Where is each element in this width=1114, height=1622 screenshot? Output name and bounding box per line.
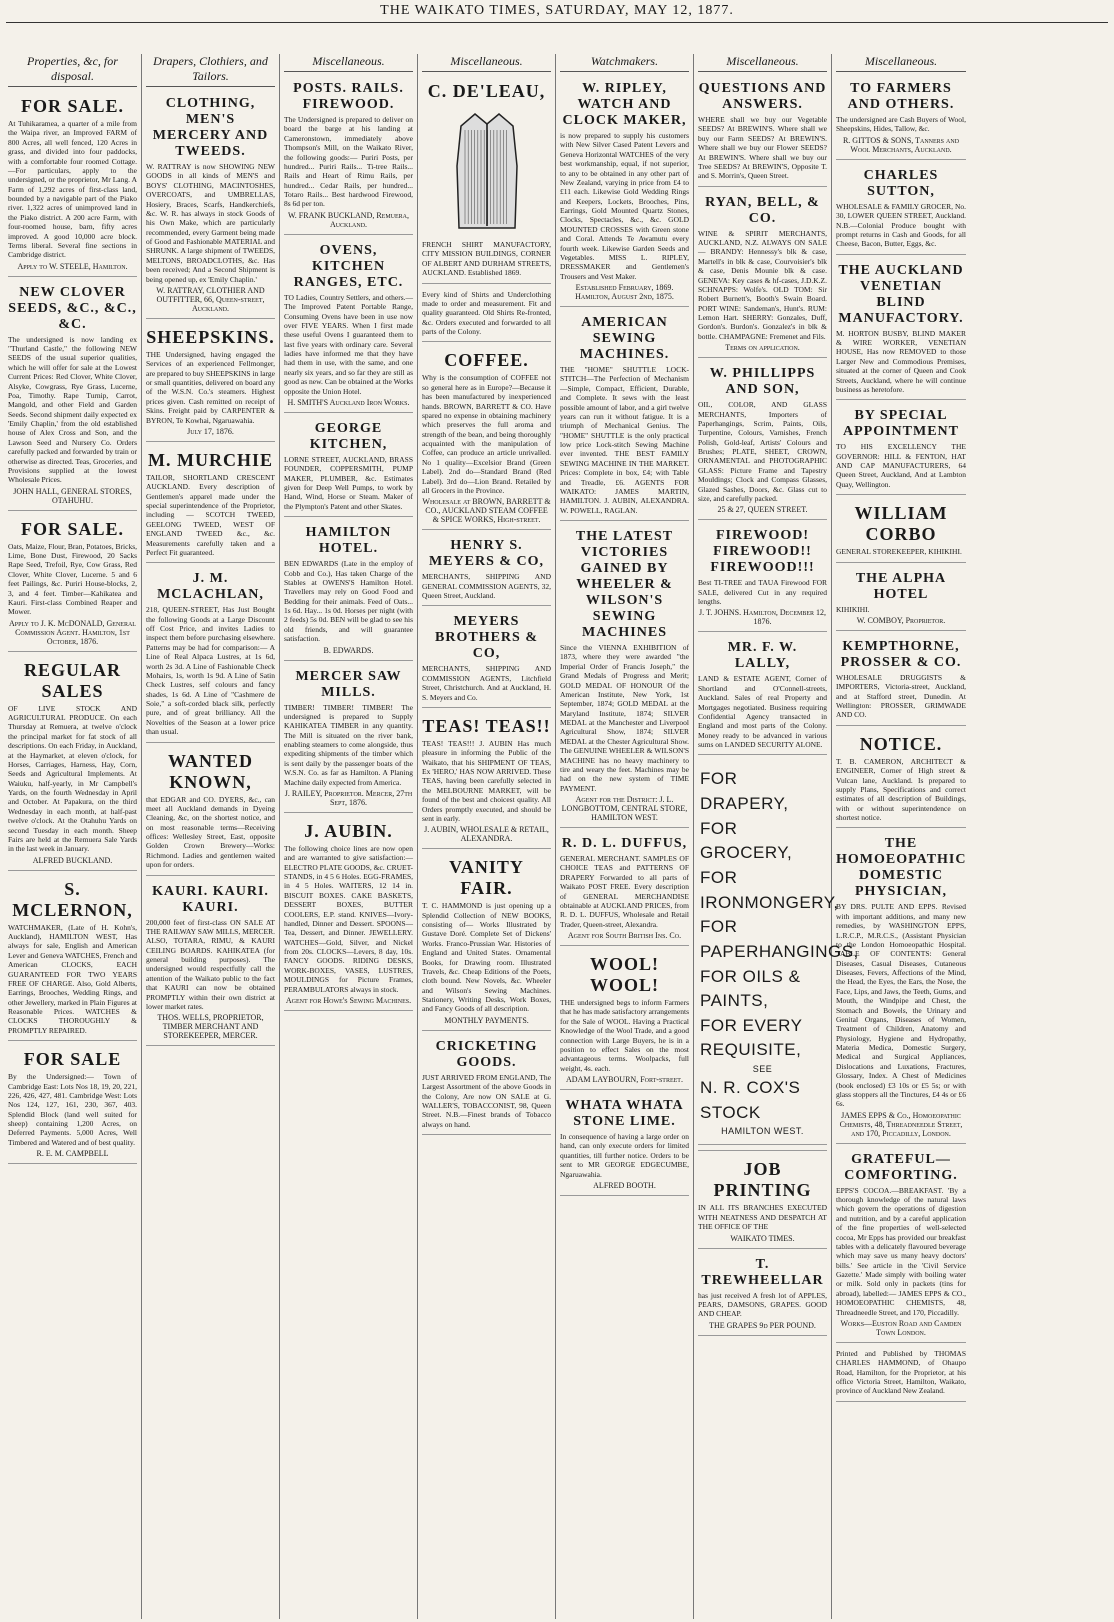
ad-title: WILLIAM CORBO (854, 503, 948, 545)
ad-body: In consequence of having a large order on hand, can only execute orders for limited quantities, till further notice. Orders to be sent to MR GEORGE EDGECUMBE, Ngaruawahia. (560, 1132, 689, 1179)
ad-body: Since the VIENNA EXHIBITION of 1873, where they were awarded "the Imperial Order of Francis Joseph," the Grand Medals of Progress and Merit; GOLD MEDAL OF HONOUR Of the American Institute, New York, 1st September, 1874; GOLD MEDAL at the Maryland Institute, 1874; SILVER MEDAL at the Manchester and Liverpool Agricultural Show, 1874; SILVER MEDAL at the Chester Agricultural Show. The GENUINE WHEELER & WILSON'S MACHINE has no heavy machinery to tire and weary the feet. Machines may be had on the new system of TIME PAYMENT. (560, 643, 689, 793)
ad-body: TAILOR, SHORTLAND CRESCENT AUCKLAND. Every description of Gentlemen's apparel made under the special superintendence of the Proprietor, including — SCOTCH TWEED, GEELONG TWEED, WEST OF ENGLAND TWEED &c., &c. Measurements carefully taken and a Perfect Fit guaranteed. (146, 472, 275, 557)
advertisement (146, 746, 275, 876)
ad-body: At Tuhikaramea, a quarter of a mile from the Waipa river, an Improved FARM of 800 Acres, all well fenced, 120 Acres in grass, and divided into four paddocks, with a comfortable four roomed Cottage.—For particulars, apply to the undersigned, or the proprietor, Mr Lang. A Farm of 1,292 acres of first-class land, bounded by a navigable part of the Piako river. 1,322 acres of unimproved land in the Piako district. A 200 acre Farm, with four-roomed house, barn, fifty acres improved. A good 10,000 acre block. Terms liberal. Several fine sections in Cambridge district. (8, 119, 137, 260)
ad-title: FOR SALE. (20, 518, 125, 539)
advertisement (836, 634, 966, 726)
ad-title: S. MCLERNON, (12, 878, 133, 920)
column-heading: Drapers, Clothiers, and Tailors. (146, 54, 275, 87)
column-7 (832, 54, 970, 1619)
ad-body: OIL, COLOR, AND GLASS MERCHANTS, Importers of Paperhangings, Scrim, Paints, Oils, Turpentine, Colours, Varnishes, French Polish, Gold-leaf, Artists' Colours and Brushes; PLATE, SHEET, CROWN, ORNAMENTAL and PHOTOGRAPHIC GLASS: Picture Frame and Tapestry Mouldings; Clock and Compass Glasses, Glazed Sashes, Doors, &c. Glass cut to size, and carefully packed. (698, 400, 827, 503)
ad-body: The undersigned is now landing ex "Thurland Castle," the following NEW SEEDS of the usual superior qualities, which he will offer for sale at the Lowest Current Prices: Red Clover, White Clover, Alsyke, Cowgrass, Rye Grass, Lucerne, Poa, Timothy. Rape Turnip, Carrot, Mangold, and other Field and Garden Seeds. Second shipment daily expected ex 'Emily Chaplin,' from the old established house of Alex Cross and Son, and the Lawson Seed and Nursery Co. Orders carefully packed and forwarded by train or otherwise as directed. Teas, Groceries, and Provisions supplied at the lowest Wholesale Prices. (8, 334, 137, 485)
ad-signature: ALFRED BUCKLAND. (32, 855, 113, 865)
ad-title: THE AUCKLAND VENETIAN BLIND MANUFACTORY. (838, 262, 964, 326)
advertisement (8, 1044, 137, 1164)
advertisement (8, 91, 137, 277)
ad-signature: MONTHLY PAYMENTS. (444, 1015, 529, 1025)
ad-title: WHATA WHATA STONE LIME. (565, 1098, 684, 1129)
ad-body: has just received A fresh lot of APPLES, PEARS, DAMSONS, GRAPES. GOOD AND CHEAP. (698, 1290, 827, 1319)
ad-title: FIREWOOD! FIREWOOD!! FIREWOOD!!! (710, 528, 815, 576)
ad-title: KEMPTHORNE, PROSSER & CO. (840, 638, 962, 670)
advertisement (698, 76, 827, 187)
ad-title: NOTICE. (859, 733, 943, 754)
shirt-illustration (447, 106, 527, 236)
ad-body: By the Undersigned:— Town of Cambridge East: Lots Nos 18, 19, 20, 221, 226, 426, 427, 481. Cambridge West: Lots Nos 124, 127, 161, 230, 367, 403. Splendid Block (land well suited for sheep) containing 1,200 Acres, on Deferred Payments. 5,000 Acres, Well Timbered and Watered and of best quality. (8, 1072, 137, 1147)
advertisement (836, 76, 966, 160)
ad-title: MR. F. W. LALLY, (727, 640, 798, 672)
column-heading: Watchmakers. (560, 54, 689, 72)
ad-title: KAURI. KAURI. KAURI. (152, 883, 269, 915)
advertisement (146, 91, 275, 319)
advertisement (836, 831, 966, 1143)
ad-body: TIMBER! TIMBER! TIMBER! The undersigned is prepared to Supply KAHIKATEA TIMBER in any quantity. The Mill is situated on the river bank, enabling steamers to come alongside, thus expediting shipments of the timber which is sent daily by the passenger boats of the W.S.N. Co. as far as Hamilton. A Planing Machine daily expected from America. (284, 702, 413, 787)
advertisement (698, 758, 859, 1151)
banner-line: FOR OILS & PAINTS, (700, 966, 801, 1011)
ad-body: WATCHMAKER, (Late of H. Kohn's, Auckland), HAMILTON WEST, Has always for sale, English and American Lever and Geneva WATCHES, French and American CLOCKS, EACH GUARANTEED FOR TWO YEARS FREE OF CHARGE. Also, Gold Alberts, Earrings, Brooches, Wedding Rings, and other Jewellery, marked in Plain Figures at Reasonable Prices. WATCHES & CLOCKS THOROUGHLY & PROMPTLY REPAIRED. (8, 922, 137, 1035)
ad-title: HAMILTON HOTEL. (305, 525, 392, 557)
ad-title: CLOTHING, MEN'S MERCERY AND TWEEDS. (152, 96, 269, 159)
ad-body: OF LIVE STOCK AND AGRICULTURAL PRODUCE. On each Thursday at Remuera, at twelve o'clock the principal market for fat stock of all descriptions. On each Friday, in Auckland, at the Haymarket, at eleven o'clock, for Horses, Carriages, Harness, Hay, Corn, Seeds and Agricultural Implements. At Waiuku, half-yearly, in Mr Campbell's Yards, on the fourth Wednesday in April and October. At Papakura, on the third Wednesday in each month, at half-past twelve o'clock. At the Otahuhu Yards on second Tuesday in each month. Sheep Fairs are held at the Remuera Sale Yards in the last week in January. (8, 703, 137, 854)
ad-title: OVENS, KITCHEN RANGES, ETC. (293, 242, 404, 290)
ad-title: MEYERS BROTHERS & CO, (435, 614, 538, 662)
ad-title: REGULAR SALES (23, 659, 121, 701)
ad-signature: Wholesale at BROWN, BARRETT & CO., AUCKLAND STEAM COFFEE & SPICE WORKS, High-street. (422, 497, 551, 525)
advertisement (836, 163, 966, 255)
advertisement (146, 879, 275, 1047)
advertisement (836, 566, 966, 631)
advertisement (698, 1154, 827, 1248)
advertisement (284, 238, 413, 413)
advertisement (284, 416, 413, 517)
banner-line: HAMILTON WEST. (721, 1126, 804, 1137)
ad-body: Oats, Maize, Flour, Bran, Potatoes, Bricks, Lime, Bone Dust, Firewood, 20 Sacks Rape Seed, Trefoil, Rye, Cow Grass, Red Clover, White Clover, Lucerne. 5 and 6 feet Pailings, &c. Puriri House-blocks, 2, 3, and 4 feet. Timber—Kahikatea and Kauri. First-class Combined Reaper and Mower. (8, 541, 137, 617)
ad-signature: ADAM LAYBOURN, Fort-street. (566, 1075, 683, 1084)
ad-body: BY DRS. PULTE AND EPPS. Revised with important additions, and many new remedies, by WASHINGTON EPPS, L.R.C.P., M.R.C.S., (Assistant Physician to the London Homoeopathic Hospital. TABLE OF CONTENTS: General Diseases, Casual Diseases, Cutaneous Diseases, Fevers, Affections of the Mind, the Head, the Eyes, the Ears, the Nose, the Face, Lips, and Jaws, the Teeth, Gums, and Mouth, the Windpipe and Chest, the Stomach and Bowels, the Urinary and Genital Organs, Diseases of Women, Treatment of Children, Anatomy and Physiology, Hygiene and Hydropathy, Materia Medica, Domestic Surgery, Medical and Surgical Appliances, Dislocations and Luxations, Fractures, Glossary, Index. A Chest of Medicines (book enclosed) £3 10s or £5 5s; or with glass stoppers all the Tinctures, £4 4s or £6 6s. (836, 902, 966, 1109)
ad-title: J. AUBIN. (304, 820, 393, 841)
ad-body: WHOLESALE DRUGGISTS & IMPORTERS, Victoria-street, Auckland, and at Stafford street, Dunedin. At Wellington: PROSSER, GRIMWADE AND CO. (836, 672, 966, 720)
ad-title: THE ALPHA HOTEL (855, 570, 947, 602)
ad-signature: W. COMBOY, Proprietor. (856, 615, 946, 625)
ad-signature: Agent for South British Ins. Co. (567, 931, 682, 940)
advertisement (698, 635, 827, 755)
ad-body: BEN EDWARDS (Late in the employ of Cobb and Co.), Has taken Charge of the Stables at OWENS'S Hamilton Hotel. Travellers may rely on Good Food and Bedding for their animals. Feed of Oats... 1s 6d. Hay... 1s 0d. Horses per night (with 2 feeds) 5s 0d. BEN will be glad to see his old friends, and will guarantee satisfaction. (284, 559, 413, 644)
ad-title: THE HOMOEOPATHIC DOMESTIC PHYSICIAN, (836, 836, 967, 900)
ad-title: GEORGE KITCHEN, (309, 420, 388, 452)
column-heading: Properties, &c, for disposal. (8, 54, 137, 87)
ad-signature: R. E. M. CAMPBELL (36, 1149, 109, 1159)
ad-body: The undersigned are Cash Buyers of Wool, Sheepskins, Hides, Tallow, &c. (836, 115, 966, 134)
advertisement (560, 524, 689, 828)
column-heading: Miscellaneous. (836, 54, 966, 72)
advertisement (284, 664, 413, 813)
ad-body: Why is the consumption of COFFEE not so general here as in Europe?—Because it has been manufactured by inexperienced hands. BROWN, BARRETT & CO. Have spared no expense in obtaining machinery which preserves the full aroma and strength of the bean, and being thoroughly acquainted with the manipulation of Coffee, can produce an article unrivalled. No 1 quality—Excelsior Brand (Green Label). 2nd do—Standard Brand (Red Label). 3rd do—Lion Brand. Retailed by all Grocers in the Province. (422, 373, 551, 495)
advertisement (284, 520, 413, 660)
column-3 (280, 54, 418, 1619)
ad-title: NEW CLOVER SEEDS, &C., &C., &C. (8, 284, 137, 332)
ad-title: HENRY S. MEYERS & CO, (428, 538, 545, 570)
banner-line: FOR GROCERY, (700, 818, 793, 863)
ad-signature: Apply to J. K. McDONALD, General Commission Agent. Hamilton, 1st October, 1876. (9, 618, 136, 646)
ad-title: C. DE'LEAU, (427, 81, 546, 101)
ad-title: MERCER SAW MILLS. (295, 668, 402, 700)
ad-signature: W. RATTRAY, CLOTHIER AND OUTFITTER, 66, Queen-street, Auckland. (156, 285, 265, 313)
ad-signature: J. RAILEY, Proprietor. Mercer, 27th Sept, 1876. (284, 788, 413, 807)
ad-signature: JAMES EPPS & Co., Homoeopathic Chemists, 48, Threadneedle Street, and 170, Piccadilly, London. (839, 1110, 963, 1138)
ad-title: FOR SALE. (20, 96, 125, 116)
ad-body: M. HORTON BUSBY, BLIND MAKER & WIRE WORKER, VENETIAN HOUSE, Has now REMOVED to those Larger New and Commodious Premises, situated at the corner of Queen and Cook Streets, Auckland, where he will continue business as heretofore. (836, 328, 966, 394)
banner-line: FOR EVERY REQUISITE, (700, 1015, 803, 1060)
ad-title: AMERICAN SEWING MACHINES. (579, 315, 670, 362)
advertisement (422, 852, 551, 1031)
ad-body: GENERAL STOREKEEPER, KIHIKIHI. (836, 547, 962, 557)
advertisement (560, 831, 689, 946)
ad-body: TO Ladies, Country Settlers, and others.—The Improved Patent Portable Range, Consuming Ovens have been in use now over FIVE YEARS. When I first made these useful Ovens I guaranteed them to last five years with ordinary care. Several ladies have informed me that they have had them in use, with the same, and one nearly six years, and so far they are still as good as new. Can be obtained at the Works opposite the Union Hotel. (284, 292, 413, 396)
ad-title: WOOL! WOOL! (589, 954, 659, 995)
advertisement (284, 816, 413, 1011)
masthead (0, 0, 1114, 40)
column-heading: Miscellaneous. (422, 54, 551, 72)
ad-signature: W. FRANK BUCKLAND, Remuera, Auckland. (287, 210, 410, 229)
ad-signature: WAIKATO TIMES. (730, 1233, 795, 1243)
ad-signature: J. T. JOHNS. Hamilton, December 12, 1876. (698, 608, 827, 627)
ad-signature: B. EDWARDS. (323, 645, 374, 655)
ad-body: IN ALL ITS BRANCHES EXECUTED WITH NEATNESS AND DESPATCH AT THE OFFICE OF THE (698, 1203, 827, 1232)
ad-body: THE Undersigned, having engaged the Services of an experienced Fellmonger, are prepared to buy SHEEPSKINS in large or small quantities, delivered on board any of the W.S.N. Co.'s steamers. Highest prices given. Cash remitted on receipt of Skins. Freight paid by CARPENTER & BYRON, Te Kowhai, Ngaruawahia. (146, 349, 276, 425)
advertisement (698, 523, 827, 632)
advertisement (422, 711, 551, 849)
banner-line: FOR IRONMONGERY, (700, 867, 839, 912)
ad-title: VANITY FAIR. (449, 857, 524, 899)
ad-body: THE "HOME" SHUTTLE LOCK-STITCH—The Perfection of Mechanism—Simple, Compact, Efficient, Durable, and Complete. It sews with the least possible amount of labor, and a girl twelve years can run it without fatigue. It is a triumph of Mechanical Genius. The "HOME" SHUTTLE is the only practical low price Lock-stitch Sewing Machine ever invented. THE BEST FAMILY SEWING MACHINE IN THE MARKET. Prices: Complete in box, £4; with Table and Treadle, £6. AGENTS FOR WAIKATO: JAMES MARTIN, HAMILTON. J. AUBIN, ALEXANDRA. W. POWELL, RAGLAN. (560, 365, 689, 515)
advertisement (146, 445, 275, 563)
ad-body: WHERE shall we buy our Vegetable SEEDS? At BREWIN'S. Where shall we buy our Farm SEEDS? At BREWIN'S. Where shall we buy our Flower SEEDS? At BREWIN'S. Where shall we buy our Tree SEEDS? At BREWIN'S, Opposite T. and S. Morrin's, Queen Street. (698, 115, 827, 181)
ad-signature: J. AUBIN, WHOLESALE & RETAIL, ALEXANDRA. (424, 825, 549, 844)
ad-title: W. RIPLEY, WATCH AND CLOCK MAKER, (562, 81, 687, 128)
ad-signature: THE GRAPES 9d PER POUND. (709, 1320, 816, 1330)
advertisement (284, 76, 413, 235)
page-title: THE WAIKATO TIMES, SATURDAY, MAY 12, 1877. (380, 3, 734, 18)
ad-body: WHOLESALE & FAMILY GROCER, No. 30, LOWER QUEEN STREET, Auckland. N.B.—Colonial Produce bought with prompt returns in Cash and Goods, for all Cheese, Bacon, Butter, Eggs, &c. (836, 201, 966, 249)
column-heading: Miscellaneous. (284, 54, 413, 72)
ad-body: Best TI-TREE and TAUA Firewood FOR SALE, delivered Cut in any required lengths. (698, 578, 827, 606)
column-heading: Miscellaneous. (698, 54, 827, 72)
advertisement (698, 1252, 827, 1336)
ad-body: is now prepared to supply his customers with New Silver Cased Patent Levers and Geneva Horizontal WATCHES of the very best workmanship, equal, if not superior, to any to be obtained in any other part of New Zealand, varying in price from £4 to £11 each. Likewise Gold Wedding Rings and Keepers, Lockets, Brooches, Pins, Earrings, Gold Mounted Quartz Stones, Clocks, Spectacles, &c., &c. GOLD MOUNTED CROSSES with Green stone and Coral. Attends Te Awamutu every fourth week. Likewise Garden Seeds and Vegetables. MISS L. RIPLEY, DRESSMAKER and Gentlemen's Trousers and Vest Maker. (560, 131, 689, 281)
masthead-rule (6, 22, 1108, 23)
banner-line: FOR DRAPERY, (700, 769, 789, 814)
advertisement (698, 361, 827, 520)
ad-body: Every kind of Shirts and Underclothing made to order and measurement. Fit and quality guaranteed. Old Shirts Re-fronted, &c. Orders executed and forwarded to all parts of the Colony. (422, 289, 551, 336)
ad-title: TO FARMERS AND OTHERS. (847, 81, 955, 112)
ad-body: FRENCH SHIRT MANUFACTORY, CITY MISSION BUILDINGS, CORNER OF ALBERT AND DURHAM STREETS, AUCKLAND. Established 1869. (422, 240, 551, 278)
ad-signature: 25 & 27, QUEEN STREET. (717, 505, 808, 515)
ad-signature: Works—Euston Road and Camden Town London. (840, 1318, 962, 1337)
ad-body: W. RATTRAY is now SHOWING NEW GOODS in all kinds of MEN'S and BOYS' CLOTHING, MACINTOSHES, OVERCOATS, and UMBRELLAS, Hosiery, Braces, Scarfs, Handkerchiefs, &c. W. R. has always in stock Goods of his Own Make, which are particularly recommended, every Garment being made of Good and Fashionable MATERIAL and SHRUNK. A large shipment of TWEEDS, MELTONS, BROADCLOTHS, &c. Has been received; And a Second Shipment is being opened up, ex 'Emily Chaplin.' (146, 162, 275, 284)
advertisement (836, 403, 966, 495)
ad-body: WINE & SPIRIT MERCHANTS, AUCKLAND, N.Z. ALWAYS ON SALE— BRANDY: Hennessy's blk & case, Martell's in blk & case, Courvoisier's blk & case, Denis Mounie blk & case. GENEVA: Key cases & hf-cases, J.D.K.Z. SCHNAPPS: Wolfe's. OLD TOM: Sir Robert Burnett's, Booth's Swain Board. PORT WINE: Sandeman's, Hunt's. RUM: Lemon Hart. SHERRY: Gonzales, Duff, Gordon's. Burdon's. Gonzalez's in blk & bottle. CHAMPAGNE: Fremenet and Fils. (698, 228, 827, 341)
ad-signature: Established February, 1869. Hamilton, August 2nd, 1875. (575, 283, 674, 301)
advertisement (836, 258, 966, 401)
ad-body: The following choice lines are now open and are warranted to give satisfaction:— ELECTRO PLATE GOODS, &c. CRUET-STANDS, in 4 5 6 Holes. EGG-FRAMES, in 4 5 Holes. WAITERS, 12 14 in. BISCUIT BOXES. CAKE BASKETS, DESSERT BOXES, BUTTER COOLERS, E.P. stand. KNIVES—Ivory-handled, Dinner and Dessert. SPOONS—Tea, Dessert, and Dinner. JEWELLERY. WATCHES—Gold, Silver, and Nickel from 20s. CLOCKS—Levers, 8 day, 10s. FANCY GOODS. RIDING DESKS, WORK-BOXES, VASES, LUSTRES, MOULDINGS for Picture Frames, PERAMBULATORS always in stock. (284, 843, 413, 994)
banner-line: FOR PAPERHANGINGS, (700, 917, 859, 961)
ad-title: T. TREWHEELLAR (701, 1256, 824, 1288)
ad-title: JOB PRINTING (713, 1159, 812, 1201)
advertisement (560, 949, 689, 1090)
column-2 (142, 54, 280, 1619)
banner-line: SEE (752, 1064, 773, 1075)
ad-body: that EDGAR and CO. DYERS, &c., can meet all Auckland demands in Dyeing Cleaning, &c, on the shortest notice, and on most reasonable terms—Receiving offices: Wellesley Street, East, opposite Golden Crown Brewery—Works: Richmond. Ladies and gentlemen waited upon for orders. (146, 794, 275, 870)
ad-signature: July 17, 1876. (187, 426, 234, 436)
ad-title: CHARLES SUTTON, (863, 167, 939, 199)
ad-title: J. M. MCLACHLAN, (157, 571, 264, 603)
cox-stock-banner (698, 761, 859, 1145)
advertisement (146, 566, 275, 742)
ad-body: JUST ARRIVED FROM ENGLAND, The Largest Assortment of the above Goods in the Colony, Are now ON SALE at G. WALLER'S, TOBACCONIST, 98, Queen Street. N.B.—Finest brands of Tobacco always on hand. (422, 1072, 551, 1129)
ad-title: COFFEE. (444, 350, 529, 371)
advertisement (8, 514, 137, 652)
ad-body: THE undersigned begs to inform Farmers that he has made satisfactory arrangements for the Sale of WOOL. Having a Practical Knowledge of the Wool Trade, and a good connection with Large Buyers, he is in a position to effect Sales on the most advantageous terms. Woolpacks, full weight, 4s. each. (560, 998, 689, 1073)
ad-body: Printed and Published by THOMAS CHARLES HAMMOND, of Ohaupo Road, Hamilton, for the Proprietor, at his office Victoria Street, Hamilton, Waikato, province of Auckland New Zealand. (836, 1348, 966, 1396)
advertisement (698, 190, 827, 359)
advertisement (422, 287, 551, 343)
ad-title: TEAS! TEAS!! (422, 715, 551, 736)
ad-signature: Agent for the District: J. L. LONGBOTTOM, CENTRAL STORE, HAMILTON WEST. (561, 795, 688, 822)
advertisement (422, 345, 551, 530)
ad-title: POSTS. RAILS. FIREWOOD. (293, 81, 404, 112)
advertisement (836, 729, 966, 829)
ad-body: MERCHANTS, SHIPPING AND COMMISSION AGENTS, Litchfield Street, Christchurch. And at Auckland, H. S. Meyers and Co. (422, 664, 551, 702)
advertisement (8, 655, 137, 871)
ad-body: GENERAL MERCHANT. SAMPLES OF CHOICE TEAS and PATTERNS OF DRAPERY Forwarded to all parts of Waikato POST FREE. Every description of GENERAL MERCHANDISE obtainable at AUCKLAND PRICES, from R. D. L. DUFFUS, Wholesale and Retail Trader, Queen-street, Alexandra. (560, 854, 689, 929)
ad-body: TEAS! TEAS!!! J. AUBIN Has much pleasure in informing the Public of the Waikato, that his SHIPMENT OF TEAS, Ex 'HERO,' HAS NOW ARRIVED. These TEAS, having been carefully selected in the MELBOURNE MARKET, will be found of the best and choicest quality. All Orders promptly executed, and should be sent in early. (422, 738, 551, 823)
ad-body: LORNE STREET, AUCKLAND, BRASS FOUNDER, COPPERSMITH, PUMP MAKER, PLUMBER, &c. Estimates given for Deep Well Pumps, to work by Hand, Wind, Horse or Steam. Maker of the Plympton's Patent and other Skates. (284, 454, 413, 511)
ad-title: CRICKETING GOODS. (435, 1038, 538, 1070)
advertisement (422, 1034, 551, 1135)
advertisement (146, 322, 275, 442)
ad-signature: Terms on application. (725, 343, 800, 353)
columns-container (4, 54, 1110, 1619)
ad-body: T. B. CAMERON, ARCHITECT & ENGINEER, Corner of High street & Vulcan lane, Auckland. Is prepared to supply Plans, Specifications and correct estimates of all description of Buildings, with or without superintendence on shortest notice. (836, 756, 966, 822)
column-4 (418, 54, 556, 1619)
ad-signature: ALFRED BOOTH. (593, 1180, 656, 1190)
advertisement (836, 1147, 966, 1343)
advertisement (422, 609, 551, 708)
ad-signature: Agent for Howe's Sewing Machines. (285, 995, 412, 1005)
advertisement (8, 874, 137, 1042)
ad-signature: JOHN HALL, GENERAL STORES, OTAHUHU. (13, 486, 132, 505)
ad-title: WANTED KNOWN, (167, 750, 253, 792)
ad-signature: THOS. WELLS, PROPRIETOR, TIMBER MERCHANT AND STOREKEEPER, MERCER. (157, 1013, 264, 1041)
ad-title: THE LATEST VICTORIES GAINED BY WHEELER & WILSON'S SEWING MACHINES (575, 529, 674, 640)
ad-body: TO HIS EXCELLENCY THE GOVERNOR: HILL & FENTON, HAT AND CAP MANUFACTURERS, 64 Queen Street, Auckland, And at Lambton Quay, Wellington. (836, 442, 966, 489)
advertisement (560, 310, 689, 521)
advertisement (560, 76, 689, 307)
ad-body: LAND & ESTATE AGENT, Corner of Shortland and O'Connell-streets, Auckland. Sales of real Property and Mortgages negotiated. Business requiring Confidential Agency transacted in England and most parts of the Colony. Money ready to be advanced in various sums on LANDED SECURITY ALONE. (698, 674, 827, 749)
ad-body: The Undersigned is prepared to deliver on board the barge at his landing at Cameronstown, immediately above Thompson's Mill, on the Waikato River, the following goods:— Puriri Posts, per hundred... Puriri Rails... Ti-tree Rails... Rails and Heart of Rimu Rails, per hundred... Cedar Rails, per hundred... Totaro Rails... Best hardwood Firewood, 8s 6d per ton. (284, 115, 413, 209)
ad-body: MERCHANTS, SHIPPING AND GENERAL COMMISSION AGENTS, 32, Queen Street, Auckland. (422, 572, 551, 600)
advertisement (422, 533, 551, 606)
ad-signature: H. SMITH'S Auckland Iron Works. (287, 397, 410, 407)
ad-signature: R. GITTOS & SONS, Tanners and Wool Merchants, Auckland. (842, 135, 960, 154)
column-1 (4, 54, 142, 1619)
ad-title: R. D. L. DUFFUS, (561, 836, 688, 851)
column-5 (556, 54, 694, 1619)
ad-body: KIHIKIHI. (836, 604, 870, 614)
advertisement (8, 280, 137, 511)
advertisement (422, 76, 551, 284)
ad-title: BY SPECIAL APPOINTMENT (843, 408, 959, 440)
ad-body: EPPS'S COCOA.—BREAKFAST. 'By a thorough knowledge of the natural laws which govern the operations of digestion and nutrition, and by a careful application of the fine properties of well-selected cocoa, Mr Epps has provided our breakfast tables with a delicately flavoured beverage which may save us many heavy doctors' bills.' See article in the 'Civil Service Gazette.' Made simply with boiling water or milk. Sold only in packets (tins for abroad), labelled:— JAMES EPPS & CO., HOMOEOPATHIC CHEMISTS, 48, Threadneedle Street, and 170, Piccadilly. (836, 1185, 966, 1317)
ad-body: 200,000 feet of first-class ON SALE AT THE RAILWAY SAW MILLS, MERCER. ALSO, TOTARA, RIMU, & KAURI CEILING BOARDS. KAHIKATEA (for general building purposes). The undersigned would respectfully call the attention of the Waikato public to the fact that KAURI can now be obtained PROMPTLY within their own district at lower market rates. (146, 917, 275, 1011)
ad-body: 218, QUEEN-STREET, Has Just Bought the following Goods at a Large Discount off Cost Price, and invites Ladies to inspect them before purchasing elsewhere. Patterns may be had for comparison:— A Line of Real Alpaca Lustres, at 1s 6d, worth 2s 3d. A Line of Fashionable Check Mohairs, 1s, worth 1s 9d. A Line of Satin Check Lustres, self colours and fancy shades, 1s 6d. A Line of "Cashmere de Soie," a soft-corded black silk, perfectly pure, and of great brilliancy. All the Novelties of the Season at a lower price than usual. (146, 605, 275, 737)
ad-title: W. PHILLIPPS AND SON, (709, 366, 816, 398)
advertisement (836, 498, 966, 562)
ad-title: SHEEPSKINS. (146, 326, 275, 347)
ad-signature: Apply to W. STEELE, Hamilton. (17, 261, 128, 271)
ad-title: QUESTIONS AND ANSWERS. (698, 81, 827, 112)
advertisement (560, 1093, 689, 1196)
ad-title: M. MURCHIE (148, 449, 273, 470)
ad-title: FOR SALE (23, 1049, 122, 1070)
banner-line: N. R. COX'S STOCK (700, 1078, 801, 1122)
ad-title: RYAN, BELL, & CO. (705, 194, 820, 226)
advertisement (836, 1346, 966, 1402)
ad-title: GRATEFUL—COMFORTING. (844, 1151, 958, 1183)
ad-body: T. C. HAMMOND is just opening up a Splendid Collection of NEW BOOKS, consisting of— Works Illustrated by Gustave Doré. Complete Set of Dickens' Works. Franco-Prussian War. Histories of England and United States. Ornamental Books, for Drawing room. Illustrated Travels, &c. Cheap Editions of the Poets, cloth bound. New Novels, &c. Wheeler and Wilson's Sewing Machines. Stationery, Writing Desks, Work Boxes, and Fancy Goods of all description. (422, 901, 551, 1014)
